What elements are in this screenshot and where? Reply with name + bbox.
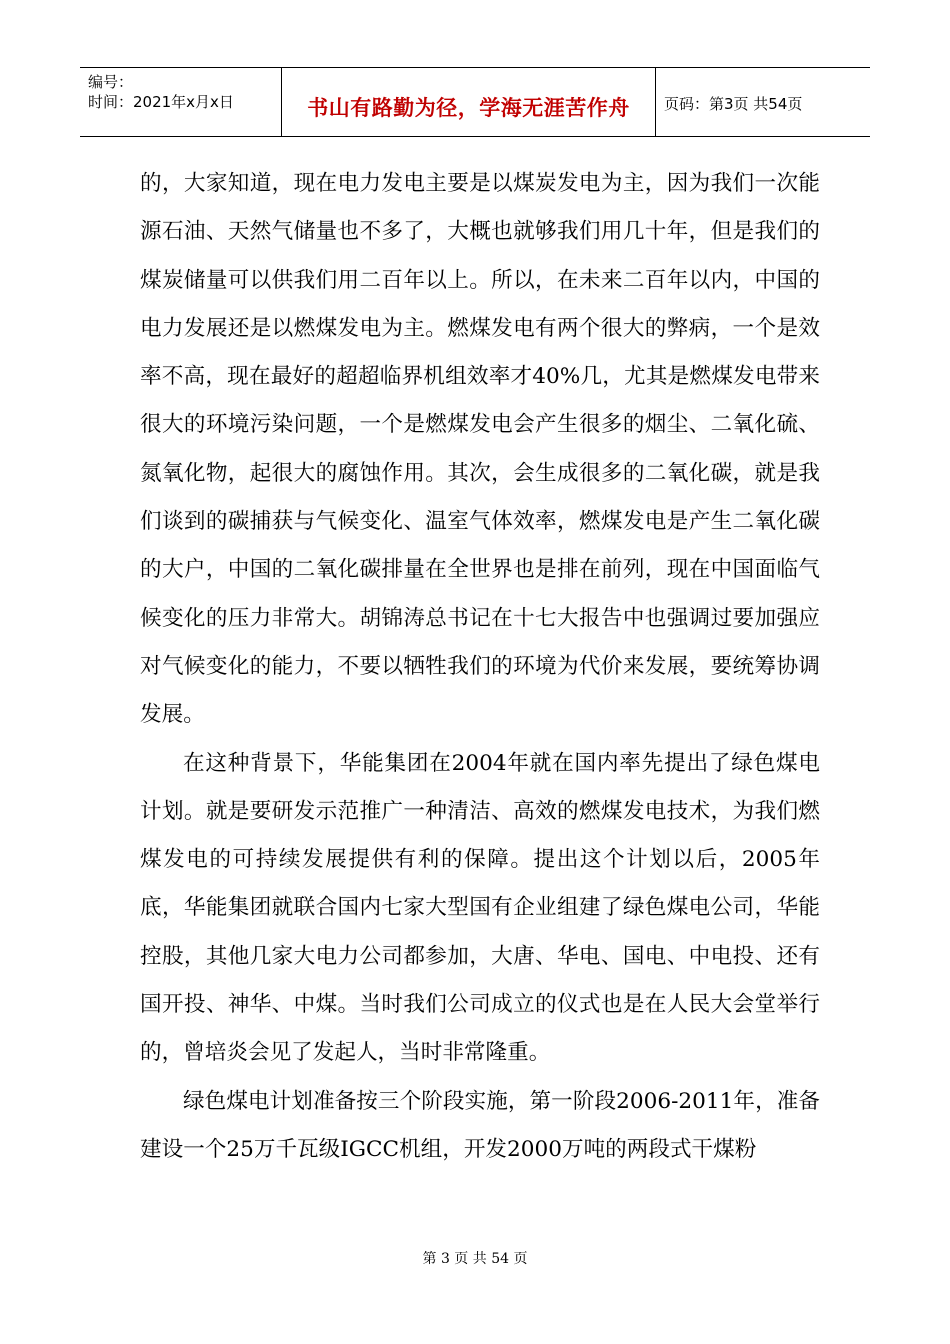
paragraph-1: 的，大家知道，现在电力发电主要是以煤炭发电为主，因为我们一次能源石油、天然气储量也不多了，大概也就够我们用几十年，但是我们的煤炭储量可以供我们用二百年以上。所以，在未来二百年以内，中国的电力发展还是以燃煤发电为主。燃煤发电有两个很大的弊病，一个是效率不高，现在最好的超超临界机组效率才40%几，尤其是燃煤发电带来很大的环境污染问题，一个是燃煤发电会产生很多的烟尘、二氧化硫、氮氧化物，起很大的腐蚀作用。其次，会生成很多的二氧化碳，就是我们谈到的碳捕获与气候变化、温室气体效率，燃煤发电是产生二氧化碳的大户，中国的二氧化碳排量在全世界也是排在前列，现在中国面临气候变化的压力非常大。胡锦涛总书记在十七大报告中也强调过要加强应对气候变化的能力，不要以牺牲我们的环境为代价来发展，要统筹协调发展。: [140, 171, 820, 728]
page-footer: 第 3 页 共 54 页: [422, 1251, 528, 1267]
header-motto-cell: [282, 68, 656, 136]
paragraph-2: 在这种背景下，华能集团在2004年就在国内率先提出了绿色煤电计划。就是要研发示范推广一种清洁、高效的燃煤发电技术，为我们燃煤发电的可持续发展提供有利的保障。提出这个计划以后，2005年底，华能集团就联合国内七家大型国有企业组建了绿色煤电公司，华能控股，其他几家大电力公司都参加，大唐、华电、国电、中电投、还有国开投、神华、中煤。当时我们公司成立的仪式也是在人民大会堂举行的，曾培炎会见了发起人，当时非常隆重。: [140, 750, 820, 1066]
header-page-cell: [656, 68, 870, 136]
document-time-label: 时间：2021年x月x日: [88, 93, 234, 111]
header-page-info: 页码：第3页 共54页: [664, 94, 803, 113]
document-number-label: 编号：: [88, 73, 134, 91]
document-header: [80, 67, 870, 137]
header-meta: [80, 68, 282, 136]
document-body: [140, 160, 820, 1174]
paragraph-3: 绿色煤电计划准备按三个阶段实施，第一阶段2006-2011年，准备建设一个25万千瓦级IGCC机组，开发2000万吨的两段式干煤粉: [140, 1088, 820, 1162]
header-motto: 书山有路勤为径，学海无涯苦作舟: [307, 96, 630, 120]
